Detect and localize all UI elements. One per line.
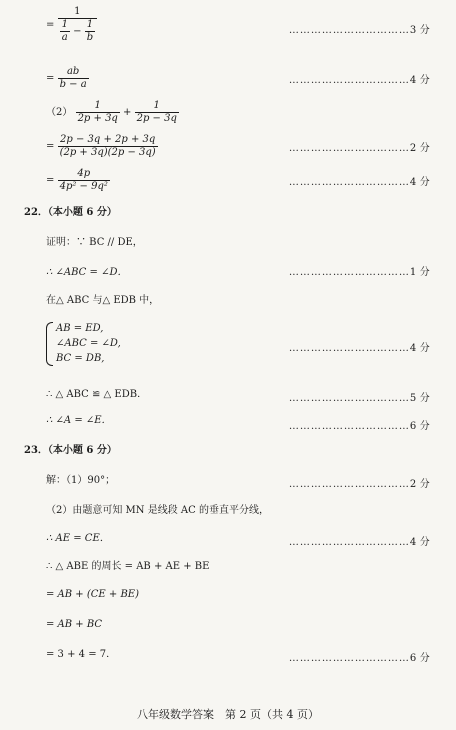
page-footer: 八年级数学答案 第 2 页（共 4 页） bbox=[137, 708, 319, 721]
q22-title: 22．（本小题 6 分） bbox=[24, 207, 117, 218]
q23-ae-score: ……………………………4 分 bbox=[288, 537, 430, 548]
step1-score: ……………………………3 分 bbox=[288, 25, 430, 36]
q22-angle-a-score: ……………………………6 分 bbox=[288, 421, 430, 432]
part2-expression: （2） $\frac{1}{2p + 3q}$ + $\frac{1}{2p - 3q}$ bbox=[46, 100, 177, 124]
q22-in-triangles: 在△ ABC 与△ EDB 中， bbox=[46, 295, 160, 306]
q23-perimeter: ∴ △ ABE 的周长 = AB + AE + BE bbox=[46, 561, 210, 572]
q23-part2: （2）由题意可知 MN 是线段 AC 的垂直平分线， bbox=[46, 505, 269, 516]
q22-congruent-score: ……………………………5 分 bbox=[288, 393, 430, 404]
compound-fraction: 1 $\frac{1}{a}$ − $\frac{1}{b}$ bbox=[58, 6, 98, 44]
step3-score: ……………………………2 分 bbox=[288, 143, 430, 154]
q23-part1: 解：（1）90°； bbox=[46, 475, 116, 486]
q23-line4: = 3 + 4 = 7． bbox=[46, 649, 117, 660]
q22-system-line2: ∠ABC = ∠D, bbox=[56, 338, 121, 349]
q22-system-line3: BC = DB, bbox=[56, 353, 105, 364]
equals-sign: = bbox=[46, 19, 55, 31]
q23-title: 23．（本小题 6 分） bbox=[24, 445, 117, 456]
step4-score: ……………………………4 分 bbox=[288, 177, 430, 188]
q22-proof: 证明：∵ BC // DE， bbox=[46, 237, 143, 248]
system-brace bbox=[46, 322, 53, 366]
q22-angle-a: ∴ ∠A = ∠E． bbox=[46, 415, 112, 426]
q23-part1-score: ……………………………2 分 bbox=[288, 479, 430, 490]
q22-angle-score: ……………………………1 分 bbox=[288, 267, 430, 278]
q22-congruent: ∴ △ ABC ≌ △ EDB． bbox=[46, 389, 148, 400]
step2-score: ……………………………4 分 bbox=[288, 75, 430, 86]
q22-system-score: ……………………………4 分 bbox=[288, 343, 430, 354]
step1-expression bbox=[46, 6, 97, 44]
q23-line3: = AB + BC bbox=[46, 619, 103, 630]
step2-expression: = $\frac{ab}{b - a}$ bbox=[46, 66, 87, 90]
step3-expression: = $\frac{2p - 3q + 2p + 3q}{(2p + 3q)(2p - 3q)}$ bbox=[46, 134, 156, 158]
q23-line2: = AB + (CE + BE) bbox=[46, 589, 140, 600]
q22-system-line1: AB = ED, bbox=[56, 323, 104, 334]
q23-line4-score: ……………………………6 分 bbox=[288, 653, 430, 664]
step4-expression: = $\frac{4p}{\text{4p² − 9q²}}$ bbox=[46, 168, 108, 192]
q22-angle: ∴ ∠ABC = ∠D． bbox=[46, 267, 128, 278]
q23-ae: ∴ AE = CE． bbox=[46, 533, 110, 544]
